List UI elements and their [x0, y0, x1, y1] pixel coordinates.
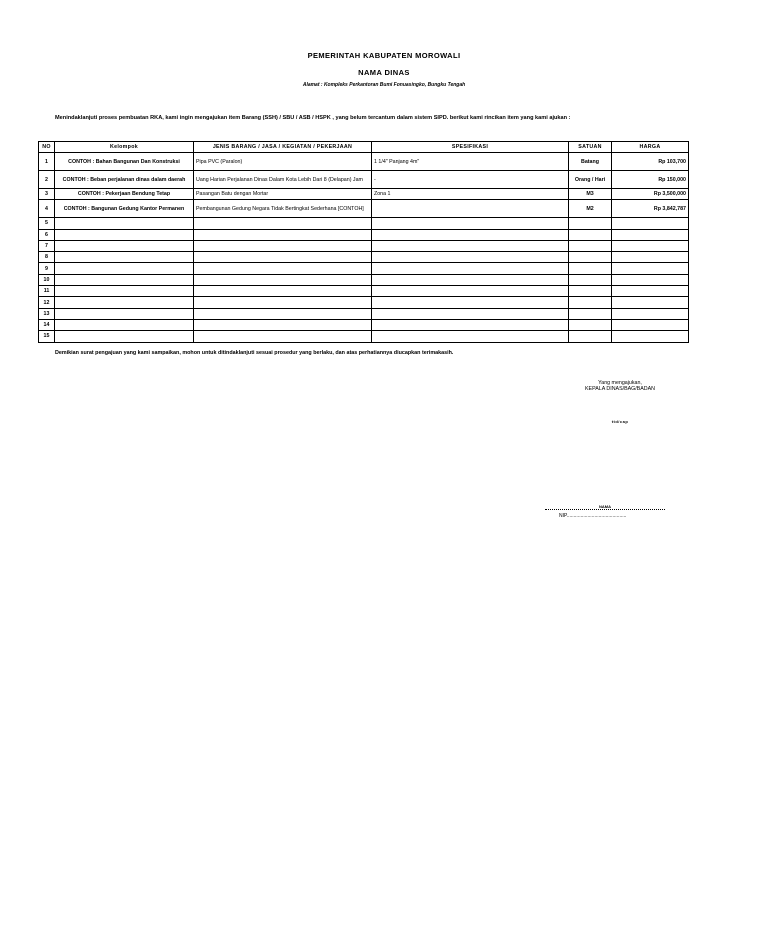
- table-row: [39, 240, 689, 251]
- intro-paragraph: Menindaklanjuti proses pembuatan RKA, kami ingin mengajukan item Barang (SSH) / SBU / ASB / HSPK , yang belum tercantum dalam sistem SIPD. berikut kami rincikan item yang kami ajukan :: [55, 115, 571, 121]
- cell-satuan: Batang: [569, 153, 612, 171]
- cell-kelompok: [55, 263, 194, 274]
- table-body: [39, 153, 689, 343]
- cell-spesifikasi: [372, 218, 569, 229]
- signature-title: KEPALA DINAS/BAG/BADAN: [585, 386, 655, 392]
- cell-satuan: M2: [569, 200, 612, 218]
- cell-spesifikasi: [372, 274, 569, 285]
- cell-spesifikasi: [372, 200, 569, 218]
- cell-kelompok: [55, 240, 194, 251]
- cell-jenis: [194, 308, 372, 319]
- cell-harga: [612, 286, 689, 297]
- cell-no: 15: [39, 331, 55, 342]
- col-header-no: NO: [39, 142, 55, 153]
- cell-satuan: [569, 319, 612, 330]
- cell-no: 8: [39, 252, 55, 263]
- signature-nip: NIP...........................................: [559, 513, 627, 519]
- cell-no: 6: [39, 229, 55, 240]
- cell-no: 12: [39, 297, 55, 308]
- cell-satuan: [569, 297, 612, 308]
- cell-spesifikasi: [372, 263, 569, 274]
- cell-jenis: [194, 274, 372, 285]
- cell-satuan: [569, 286, 612, 297]
- header-dinas: NAMA DINAS: [358, 68, 410, 77]
- cell-harga: [612, 229, 689, 240]
- cell-kelompok: [55, 218, 194, 229]
- cell-jenis: [194, 286, 372, 297]
- cell-spesifikasi: [372, 319, 569, 330]
- item-table: [38, 141, 689, 343]
- cell-spesifikasi: [372, 252, 569, 263]
- col-header-jenis: JENIS BARANG / JASA / KEGIATAN / PEKERJAAN: [194, 142, 372, 153]
- cell-kelompok: [55, 252, 194, 263]
- cell-satuan: [569, 240, 612, 251]
- cell-no: 11: [39, 286, 55, 297]
- cell-spesifikasi: [372, 331, 569, 342]
- cell-no: 7: [39, 240, 55, 251]
- cell-satuan: [569, 331, 612, 342]
- cell-harga: Rp 103,700: [612, 153, 689, 171]
- cell-harga: [612, 331, 689, 342]
- cell-no: 1: [39, 153, 55, 171]
- cell-jenis: Pembangunan Gedung Negara Tidak Bertingkat Sederhana [CONTOH]: [194, 200, 372, 218]
- cell-jenis: Uang Harian Perjalanan Dinas Dalam Kota Lebih Dari 8 (Delapan) Jam: [194, 171, 372, 189]
- cell-no: 13: [39, 308, 55, 319]
- cell-no: 10: [39, 274, 55, 285]
- table-row: [39, 171, 689, 189]
- cell-spesifikasi: Zona 1: [372, 189, 569, 200]
- cell-jenis: [194, 240, 372, 251]
- cell-spesifikasi: -: [372, 171, 569, 189]
- cell-no: 2: [39, 171, 55, 189]
- signature-stamp: ttd/cap: [611, 419, 629, 424]
- table-row: [39, 263, 689, 274]
- col-header-kelompok: Kelompok: [55, 142, 194, 153]
- cell-satuan: [569, 274, 612, 285]
- col-header-spesifikasi: SPESIFIKASI: [372, 142, 569, 153]
- cell-jenis: Pasangan Batu dengan Mortar: [194, 189, 372, 200]
- table-row: [39, 200, 689, 218]
- cell-kelompok: CONTOH : Bangunan Gedung Kantor Permanen: [55, 200, 194, 218]
- cell-no: 14: [39, 319, 55, 330]
- cell-harga: [612, 218, 689, 229]
- table-row: [39, 331, 689, 342]
- cell-no: 9: [39, 263, 55, 274]
- cell-no: 5: [39, 218, 55, 229]
- table-row: [39, 274, 689, 285]
- cell-jenis: [194, 252, 372, 263]
- cell-harga: [612, 319, 689, 330]
- cell-jenis: [194, 263, 372, 274]
- cell-spesifikasi: [372, 286, 569, 297]
- cell-satuan: [569, 229, 612, 240]
- cell-kelompok: [55, 308, 194, 319]
- table-row: [39, 189, 689, 200]
- cell-jenis: [194, 319, 372, 330]
- cell-harga: Rp 3,500,000: [612, 189, 689, 200]
- cell-jenis: [194, 297, 372, 308]
- cell-kelompok: [55, 229, 194, 240]
- signature-intro: Yang mengajukan,: [598, 380, 642, 386]
- cell-kelompok: CONTOH : Bahan Bangunan Dan Konstruksi: [55, 153, 194, 171]
- cell-kelompok: [55, 297, 194, 308]
- cell-harga: Rp 150,000: [612, 171, 689, 189]
- cell-satuan: Orang / Hari: [569, 171, 612, 189]
- table-row: [39, 308, 689, 319]
- cell-harga: [612, 308, 689, 319]
- header-alamat: Alamat : Kompleks Perkantoran Bumi Fonuasingko, Bungku Tengah: [302, 82, 466, 88]
- cell-jenis: [194, 218, 372, 229]
- cell-spesifikasi: [372, 229, 569, 240]
- cell-no: 3: [39, 189, 55, 200]
- cell-harga: [612, 240, 689, 251]
- cell-jenis: [194, 331, 372, 342]
- cell-harga: Rp 3,842,787: [612, 200, 689, 218]
- table-row: [39, 252, 689, 263]
- cell-no: 4: [39, 200, 55, 218]
- cell-satuan: [569, 308, 612, 319]
- cell-spesifikasi: 1 1/4" Panjang 4m": [372, 153, 569, 171]
- header-title: PEMERINTAH KABUPATEN MOROWALI: [307, 51, 461, 60]
- cell-kelompok: CONTOH : Pekerjaan Bendung Tetap: [55, 189, 194, 200]
- cell-kelompok: [55, 274, 194, 285]
- closing-paragraph: Demikian surat pengajuan yang kami sampaikan, mohon untuk ditindaklanjuti sesuai prosedur yang berlaku, dan atas perhatiannya diucapkan terimakasih.: [55, 350, 454, 356]
- table-row: [39, 218, 689, 229]
- table-row: [39, 319, 689, 330]
- cell-spesifikasi: [372, 240, 569, 251]
- cell-harga: [612, 252, 689, 263]
- col-header-harga: HARGA: [612, 142, 689, 153]
- cell-kelompok: [55, 286, 194, 297]
- cell-satuan: [569, 263, 612, 274]
- table-row: [39, 297, 689, 308]
- table-header-row: [39, 142, 689, 153]
- table-row: [39, 229, 689, 240]
- table-row: [39, 286, 689, 297]
- cell-spesifikasi: [372, 308, 569, 319]
- cell-satuan: [569, 252, 612, 263]
- signature-name-line: NAMA: [545, 505, 665, 510]
- table-row: [39, 153, 689, 171]
- cell-satuan: [569, 218, 612, 229]
- col-header-satuan: SATUAN: [569, 142, 612, 153]
- cell-harga: [612, 274, 689, 285]
- cell-kelompok: CONTOH : Beban perjalanan dinas dalam daerah: [55, 171, 194, 189]
- cell-jenis: Pipa PVC (Paralon): [194, 153, 372, 171]
- cell-kelompok: [55, 319, 194, 330]
- cell-satuan: M3: [569, 189, 612, 200]
- cell-kelompok: [55, 331, 194, 342]
- cell-harga: [612, 297, 689, 308]
- cell-jenis: [194, 229, 372, 240]
- cell-harga: [612, 263, 689, 274]
- cell-spesifikasi: [372, 297, 569, 308]
